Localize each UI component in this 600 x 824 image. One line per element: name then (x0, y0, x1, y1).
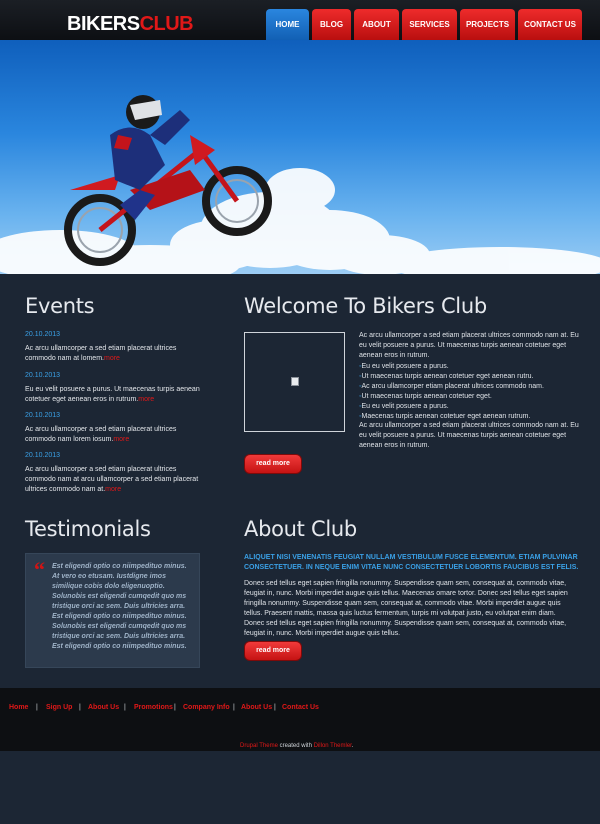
list-item (359, 372, 584, 382)
about-body-text: Donec sed tellus eget sapien fringilla nonummy. Suspendisse quam sem, consequat at, commodo vitae, feugiat in, nunc. Morbi imperdiet augue quis tellus. Maecenas omare tortor. Donec sed tellus eget sapien fringilla nonummy. Suspendisse quam sem, consequat at, commodo vitae. Morbi imperdiet augue quis tellus. Praesent mattis, massa quis luctus fermentum, turpis mi volutpat justo, eu volutpat enim diam. Donec sed tellus eget sapien fringilla nonummy. Suspendisse quam sem, consequat at, commodo vitae, feugiat in, nunc. Morbi imperdiet augue quis tellus. (244, 580, 568, 637)
event-description: Eu eu velit posuere a purus. Ut maecenas turpis aenean cotetuer eget aenean eros in rutrum. (25, 386, 200, 403)
about-read-more-button[interactable]: read more (244, 641, 302, 661)
event-description: Ac arcu ullamcorper a sed etiam placerat ultrices commodo nam at arcu ullamcorper a sed etiam placerat ultrices commodo nam at. (25, 466, 199, 493)
nav-about[interactable]: ABOUT (354, 9, 399, 40)
list-item (359, 362, 584, 372)
footer-link-about-us[interactable]: About Us (88, 704, 120, 711)
testimonial-box (25, 553, 200, 668)
footer (0, 688, 600, 751)
event-description: Ac arcu ullamcorper a sed etiam placerat ultrices commodo nam at lomem. (25, 345, 177, 362)
testimonial-text: Est eligendi optio co niimpedituo minus. At vero eo etusam. Iustdigne imos similique cobis dolo eligenuoptio. Solunobis est eligendi cumqedit quo ms tristique orci ac sem. Duis ultricies arra. Est eligendi optio co niimpedituo minus. Solunobis est eligendi cumqedit quo ms tristique orci ac sem. Duis ultricies arra. Est eligendi optio co niimpedituo minus. (52, 563, 187, 650)
credit-theme-link[interactable]: Drupal Theme (240, 743, 278, 749)
bullet-icon: ◦ (359, 383, 362, 390)
event-text (25, 344, 205, 364)
about-lead-text: ALIQUET NISI VENENATIS FEUGIAT NULLAM VESTIBULUM FUSCE ELEMENTUM. ETIAM PULVINAR CONSECTETUER. IN NEQUE ENIM VITAE NUNC CONSECTETUER LOBORTIS FAUCIBUS EST FELIS. (244, 554, 579, 571)
bullet-icon: ◦ (359, 393, 362, 400)
footer-credit (240, 743, 354, 749)
footer-separator: | (274, 704, 276, 711)
footer-separator: | (124, 704, 126, 711)
list-item-text: Eu eu velit posuere a purus. (361, 363, 449, 370)
nav-projects[interactable]: PROJECTS (460, 9, 515, 40)
list-item-text: Maecenas turpis aenean cotetuer eget aenean rutrum. (361, 413, 531, 420)
logo-part-bikers: BIKERS (67, 13, 140, 35)
footer-link-promotions[interactable]: Promotions (134, 704, 173, 711)
event-text (25, 425, 205, 445)
welcome-read-more-button[interactable]: read more (244, 454, 302, 474)
footer-link-about-us-2[interactable]: About Us (241, 704, 273, 711)
welcome-title: Welcome To Bikers Club (244, 294, 487, 318)
nav-home[interactable]: HOME (266, 9, 309, 40)
list-item-text: Ut maecenas turpis aenean cotetuer eget. (361, 393, 492, 400)
footer-link-contact-us[interactable]: Contact Us (282, 704, 319, 711)
bullet-icon: ◦ (359, 403, 362, 410)
footer-link-sign-up[interactable]: Sign Up (46, 704, 73, 711)
credit-end-text: . (351, 743, 354, 749)
nav-services[interactable]: SERVICES (402, 9, 457, 40)
list-item-text: Ut maecenas turpis aenean cotetuer eget aenean rutru. (361, 373, 534, 380)
bullet-icon: ◦ (359, 363, 362, 370)
page-bottom (0, 751, 600, 824)
quote-icon: “ (34, 557, 45, 582)
welcome-intro-text: Ac arcu ullamcorper a sed etiam placerat ultrices commodo nam at. Eu eu velit posuere a purus. Ut maecenas turpis aenean cotetuer eget aenean eros in rutrum. (359, 332, 579, 359)
event-more-link[interactable]: more (113, 436, 130, 443)
credit-middle-text: created with (277, 743, 314, 749)
welcome-image-placeholder (244, 332, 345, 432)
testimonials-title: Testimonials (25, 517, 151, 541)
footer-separator: | (79, 704, 81, 711)
about-title: About Club (244, 517, 357, 541)
list-item-text: Ac arcu ullamcorper etiam placerat ultrices commodo nam. (361, 383, 544, 390)
footer-separator: | (233, 704, 235, 711)
welcome-outro-text: Ac arcu ullamcorper a sed etiam placerat ultrices commodo nam at. Eu eu velit posuere a purus. Ut maecenas turpis aenean cotetuer eget aenean eros in rutrum. (359, 422, 579, 449)
footer-link-company-info[interactable]: Company Info (183, 704, 230, 711)
bullet-icon: ◦ (359, 413, 362, 420)
event-more-link[interactable]: more (105, 486, 122, 493)
event-date: 20.10.2013 (25, 331, 61, 338)
nav-contact-us[interactable]: CONTACT US (518, 9, 582, 40)
list-item (359, 392, 584, 402)
footer-separator: | (36, 704, 38, 711)
event-date: 20.10.2013 (25, 412, 61, 419)
bullet-icon: ◦ (359, 373, 362, 380)
hero-banner (0, 40, 600, 274)
welcome-bullet-list (359, 362, 584, 422)
footer-link-home[interactable]: Home (9, 704, 29, 711)
broken-image-icon (291, 377, 299, 386)
event-text (25, 465, 205, 495)
event-description: Ac arcu ullamcorper a sed etiam placerat ultrices commodo nam lorem iosum. (25, 426, 177, 443)
event-more-link[interactable]: more (103, 355, 120, 362)
events-title: Events (25, 294, 95, 318)
list-item-text: Eu eu velit posuere a purus. (361, 403, 449, 410)
list-item (359, 382, 584, 392)
list-item (359, 402, 584, 412)
footer-separator: | (174, 704, 176, 711)
hero-illustration (0, 40, 600, 274)
event-more-link[interactable]: more (138, 396, 155, 403)
event-date: 20.10.2013 (25, 372, 61, 379)
logo-part-club: CLUB (139, 13, 194, 35)
event-date: 20.10.2013 (25, 452, 61, 459)
credit-tool-link[interactable]: Dillon Themler (313, 743, 352, 749)
nav-blog[interactable]: BLOG (312, 9, 351, 40)
event-text (25, 385, 205, 405)
site-logo[interactable] (67, 13, 193, 36)
